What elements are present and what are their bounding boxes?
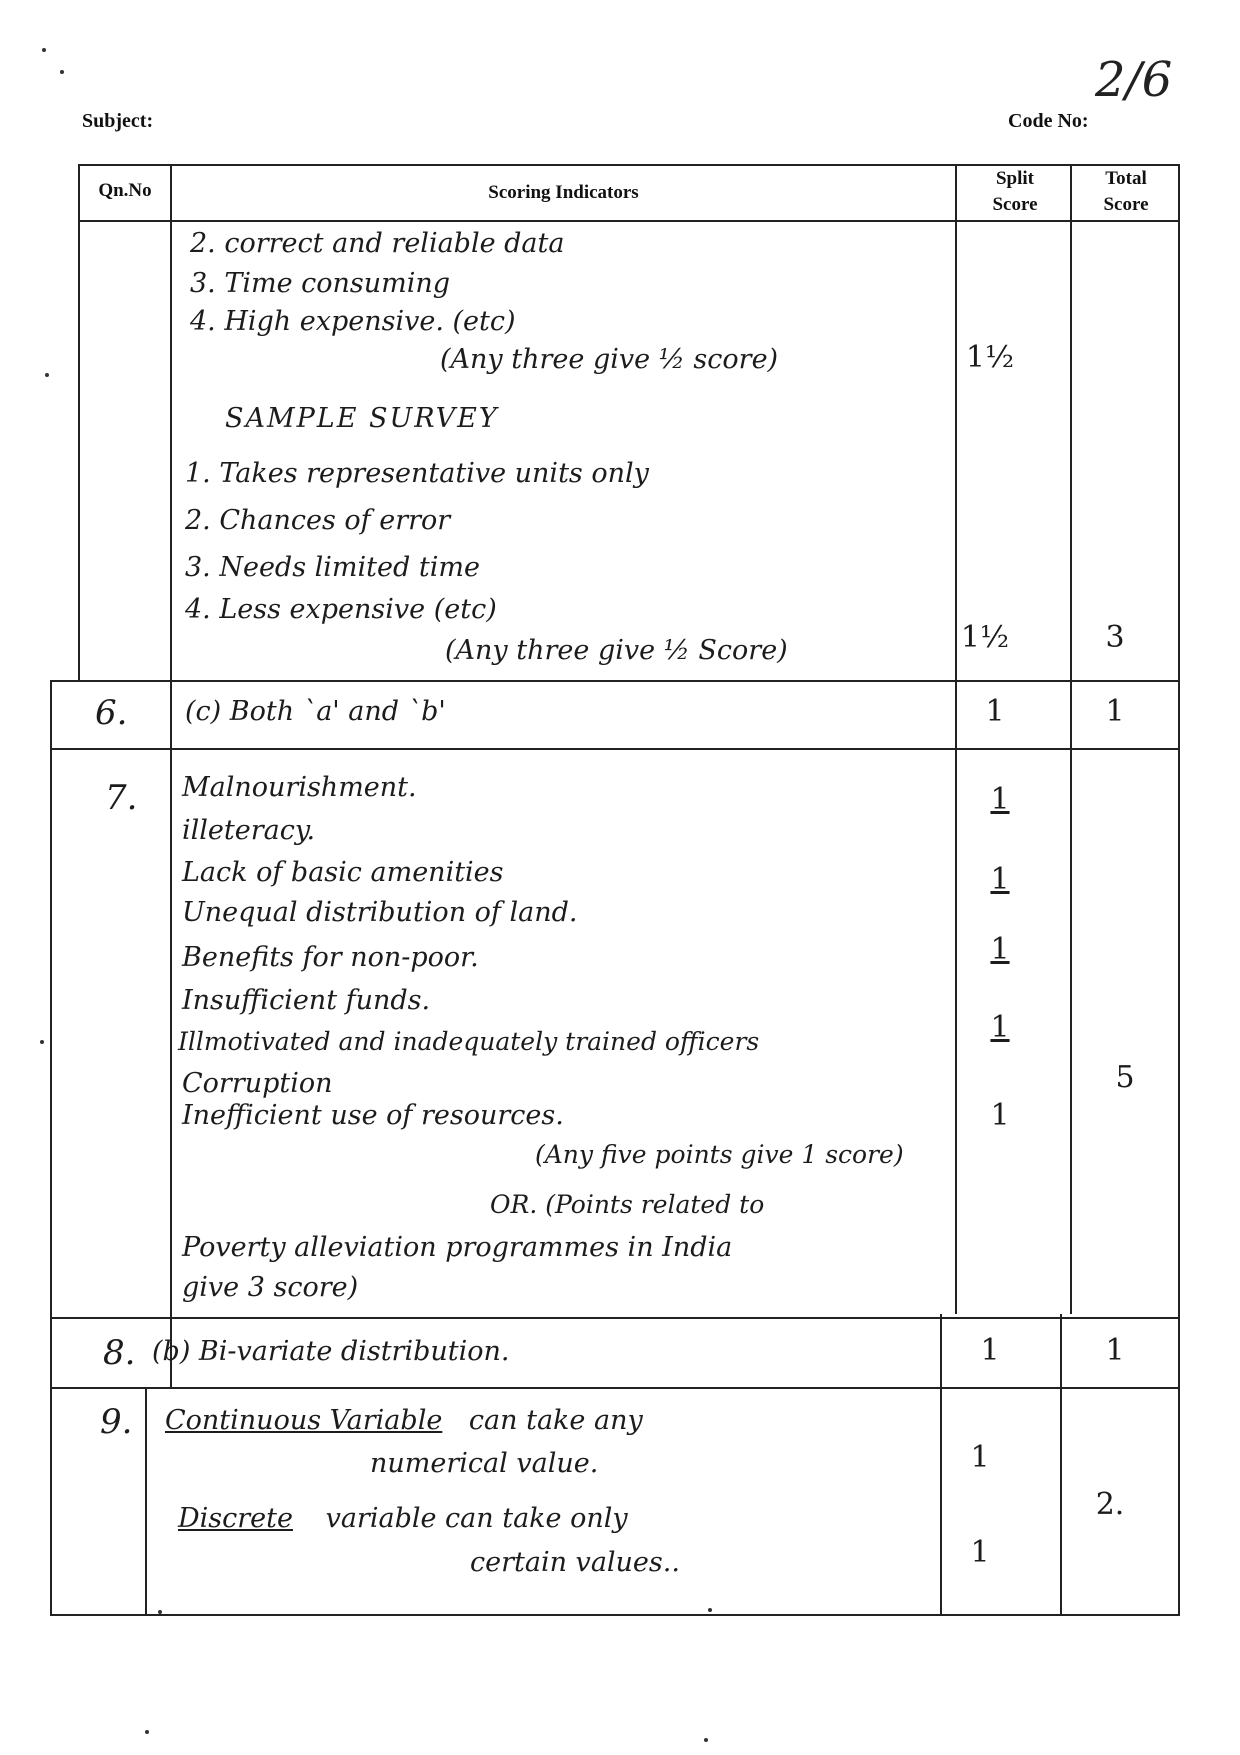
column-header-indicators: Scoring Indicators — [488, 182, 639, 203]
total-score: 5 — [1115, 1060, 1135, 1095]
indicator-line: Insufficient funds. — [182, 985, 431, 1016]
row-divider — [50, 748, 1180, 750]
question-number: 8. — [103, 1333, 136, 1373]
indicator-line: 3. Needs limited time — [185, 552, 480, 583]
term-continuous-variable: Continuous Variable — [165, 1405, 443, 1436]
split-score: 1 — [985, 694, 1005, 729]
code-label: Code No: — [1008, 110, 1089, 132]
scan-speck — [40, 1040, 44, 1044]
column-divider — [955, 164, 957, 1314]
column-divider — [1070, 164, 1072, 1314]
scan-speck — [60, 70, 64, 74]
section-heading: SAMPLE SURVEY — [225, 403, 499, 434]
column-divider — [940, 1314, 942, 1616]
scan-speck — [45, 373, 49, 377]
indicator-line: Poverty alleviation programmes in India — [182, 1232, 733, 1263]
split-score: 1 — [990, 1010, 1010, 1045]
total-score: 1 — [1105, 1333, 1125, 1368]
split-score: 1 — [990, 932, 1010, 967]
split-score: 1 — [970, 1535, 990, 1570]
header-divider — [78, 220, 1180, 222]
indicator-line: (Any three give ½ Score) — [445, 635, 788, 666]
indicator-line: Benefits for non-poor. — [182, 942, 479, 973]
indicator-line: 2. Chances of error — [185, 505, 451, 536]
indicator-line: (Any three give ½ score) — [440, 344, 779, 375]
question-number: 9. — [100, 1402, 133, 1442]
indicator-line: OR. (Points related to — [490, 1190, 765, 1219]
indicator-line: 2. correct and reliable data — [190, 228, 565, 259]
subject-label: Subject: — [82, 110, 154, 132]
total-score: 2. — [1095, 1487, 1125, 1522]
table-border-left — [78, 164, 80, 680]
answer-text: (b) Bi-variate distribution. — [152, 1336, 510, 1367]
indicator-line: illeteracy. — [182, 815, 316, 846]
scan-speck — [145, 1730, 149, 1734]
split-score: 1½ — [965, 340, 1015, 375]
split-score: 1 — [980, 1333, 1000, 1368]
indicator-line: 4. High expensive. (etc) — [190, 306, 516, 337]
indicator-line: Corruption — [182, 1068, 333, 1099]
indicator-line: 4. Less expensive (etc) — [185, 594, 497, 625]
indicator-line: Unequal distribution of land. — [182, 897, 578, 928]
answer-text: (c) Both `a' and `b' — [185, 696, 446, 727]
split-score: 1 — [990, 782, 1010, 817]
indicator-line: Inefficient use of resources. — [182, 1100, 564, 1131]
indicator-line: 3. Time consuming — [190, 268, 451, 299]
answer-text: variable can take only — [325, 1503, 628, 1534]
column-header-total: Total Score — [1103, 168, 1149, 215]
table-border-left — [50, 680, 52, 1616]
term-discrete: Discrete — [178, 1503, 293, 1534]
table-border-right — [1178, 164, 1180, 1616]
answer-text: can take any — [468, 1405, 643, 1436]
question-number: 7. — [105, 778, 138, 818]
indicator-line: give 3 score) — [182, 1272, 359, 1303]
row-divider — [50, 680, 1180, 682]
total-score: 1 — [1105, 694, 1125, 729]
column-divider — [145, 1387, 147, 1616]
page-number: 2/6 — [1095, 52, 1173, 108]
scan-speck — [704, 1738, 708, 1742]
indicator-line: Malnourishment. — [182, 772, 417, 803]
table-border-bottom — [50, 1614, 1180, 1616]
row-divider — [50, 1317, 1180, 1319]
answer-line — [178, 1503, 628, 1534]
answer-line: certain values.. — [470, 1547, 680, 1578]
split-score: 1 — [970, 1440, 990, 1475]
answer-line: numerical value. — [370, 1448, 599, 1479]
indicator-line: 1. Takes representative units only — [185, 458, 649, 489]
split-score: 1 — [990, 1098, 1010, 1133]
scan-speck — [42, 48, 46, 52]
split-score: 1½ — [960, 620, 1010, 655]
column-divider — [1060, 1314, 1062, 1616]
row-divider — [50, 1387, 1180, 1389]
indicator-line: (Any five points give 1 score) — [535, 1140, 904, 1169]
column-divider — [170, 164, 172, 1387]
answer-line — [165, 1405, 643, 1436]
scan-speck — [708, 1608, 712, 1612]
column-header-qn: Qn.No — [98, 180, 152, 201]
indicator-line: Lack of basic amenities — [182, 857, 504, 888]
split-score: 1 — [990, 862, 1010, 897]
question-number: 6. — [95, 693, 128, 733]
total-score: 3 — [1105, 620, 1125, 655]
column-header-split: Split Score — [992, 168, 1038, 215]
indicator-line: Illmotivated and inadequately trained officers — [178, 1027, 760, 1056]
